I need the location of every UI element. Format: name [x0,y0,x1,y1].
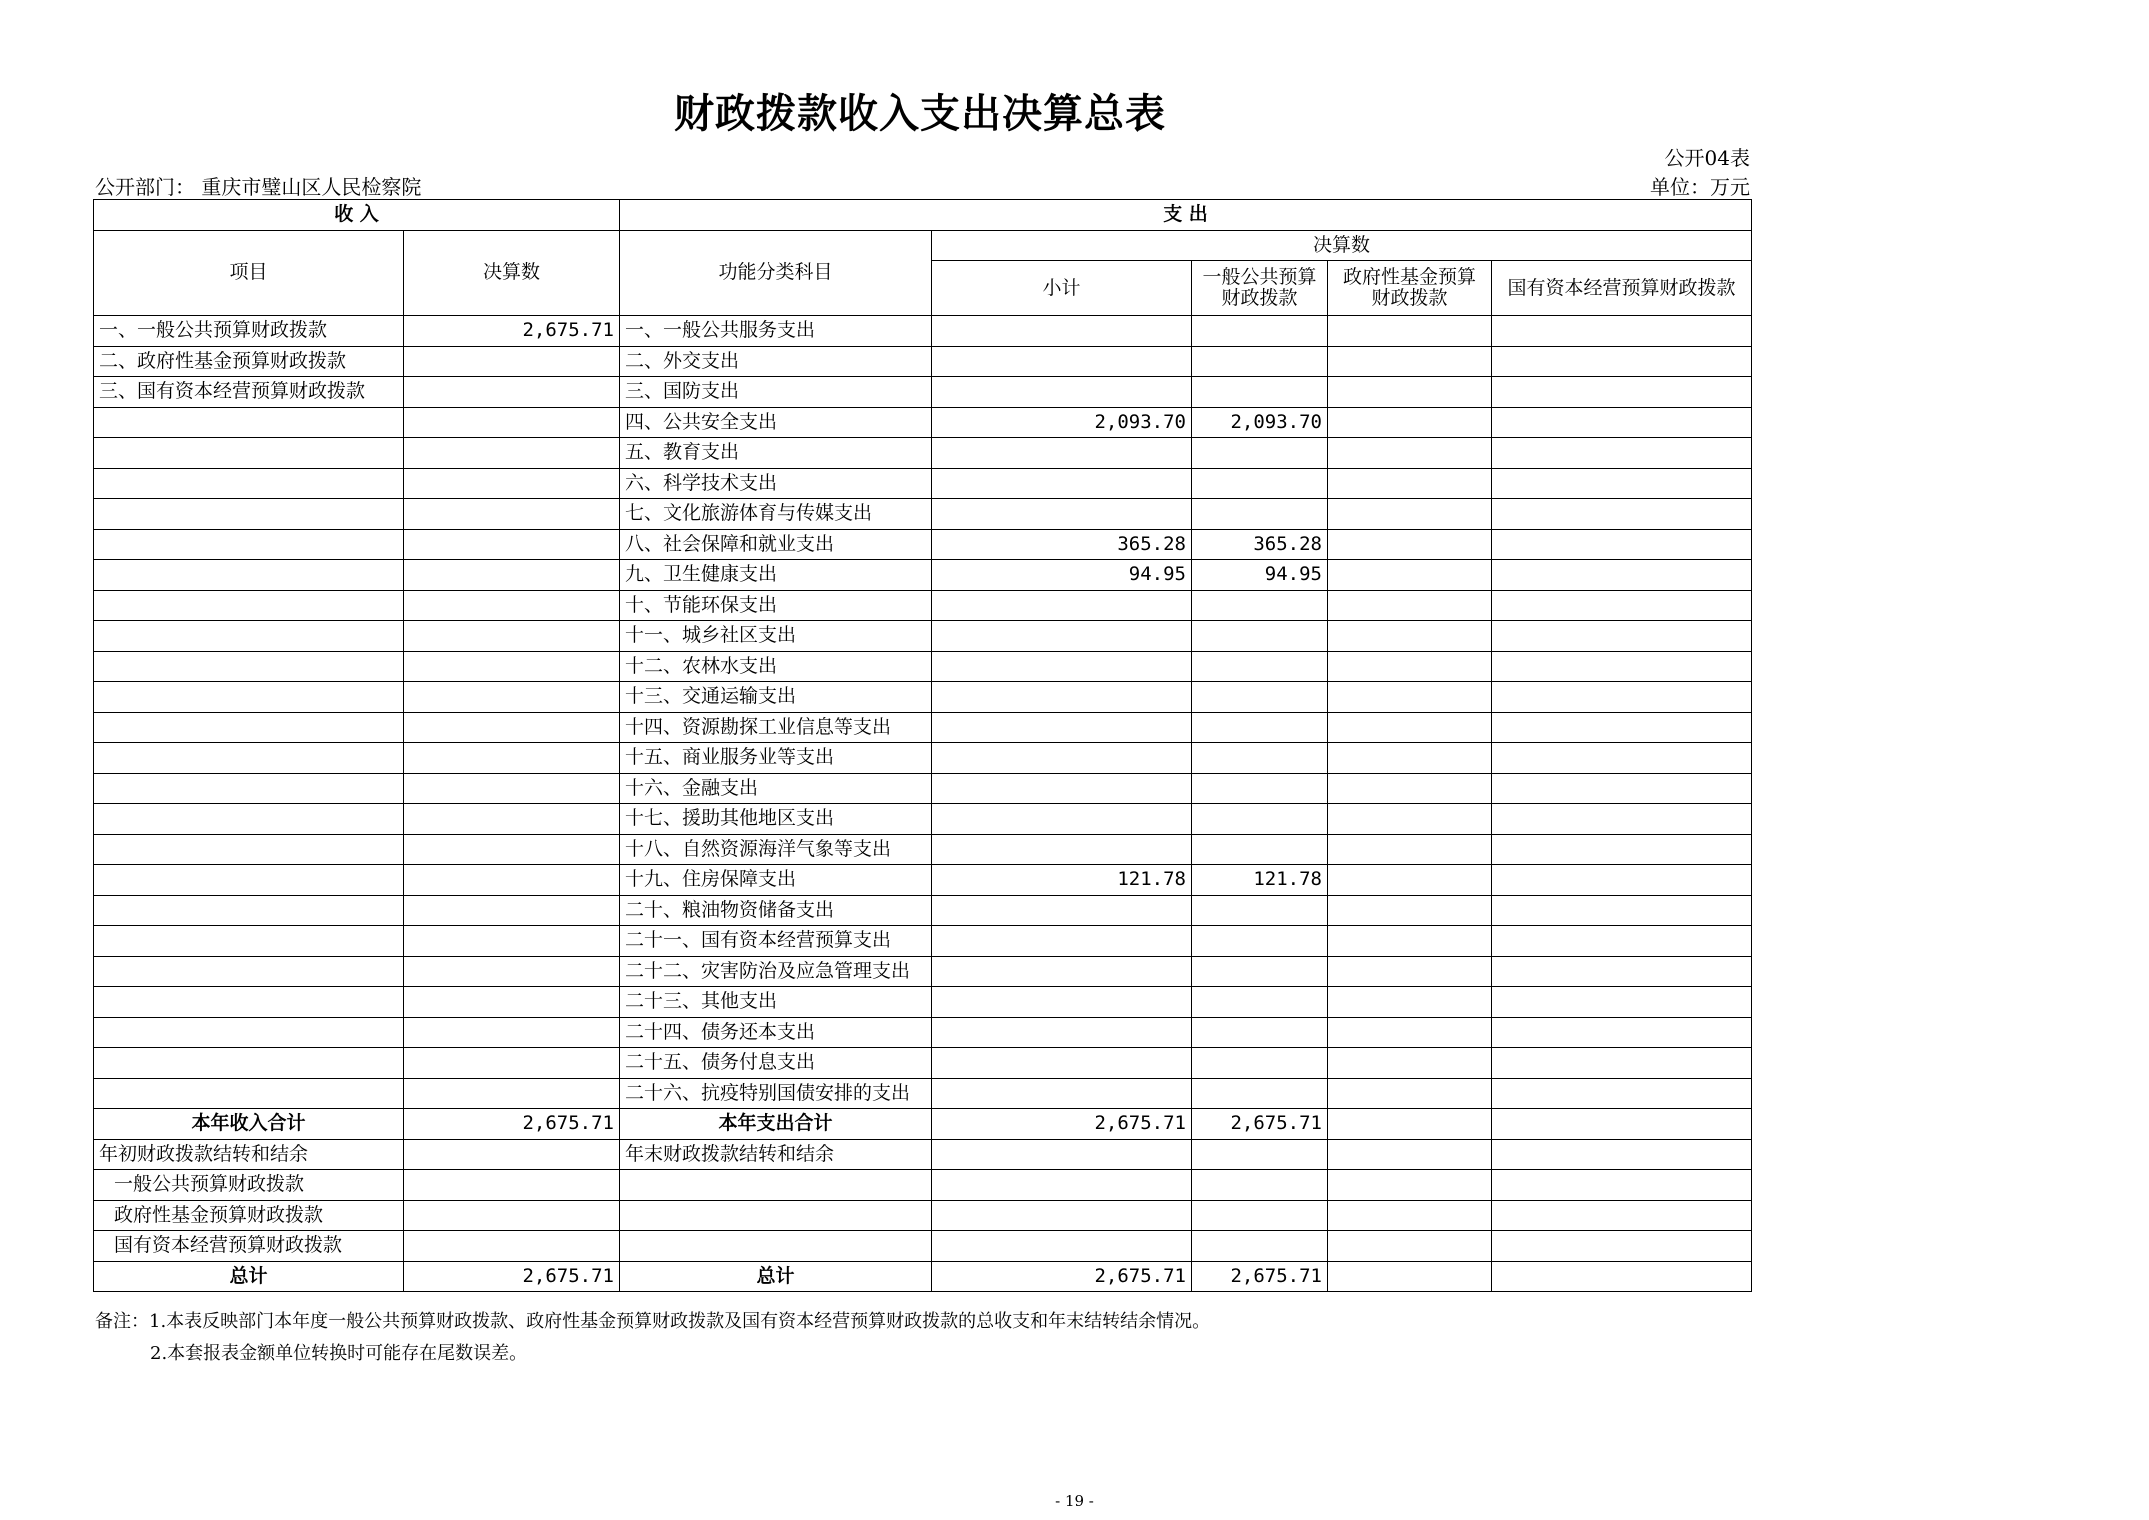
table-row [94,407,1752,438]
subtotal-cell [932,895,1192,926]
income-amount-cell [404,499,620,530]
income-item-cell [94,499,404,530]
state-owned-cell [1492,621,1752,652]
table-row [94,651,1752,682]
general-budget-cell [1192,895,1328,926]
state-owned-cell [1492,377,1752,408]
grand-income-total-label: 总计 [94,1261,404,1292]
subtotal-cell [932,743,1192,774]
table-row [94,926,1752,957]
state-owned-cell [1492,712,1752,743]
expense-item-cell: 九、卫生健康支出 [620,560,932,591]
general-budget-cell: 94.95 [1192,560,1328,591]
general-budget-cell: 121.78 [1192,865,1328,896]
subtotal-cell [932,834,1192,865]
expense-item-cell: 二十四、债务还本支出 [620,1017,932,1048]
carry-income-item: 政府性基金预算财政拨款 [94,1200,404,1231]
subtotal-cell [932,1017,1192,1048]
grand-expense-general: 2,675.71 [1192,1261,1328,1292]
state-owned-cell [1492,743,1752,774]
general-budget-cell [1192,834,1328,865]
carry-fund [1328,1231,1492,1262]
carry-state [1492,1200,1752,1231]
expense-item-cell: 二十六、抗疫特别国债安排的支出 [620,1078,932,1109]
income-header: 收 入 [94,200,620,231]
grand-expense-fund [1328,1261,1492,1292]
carry-expense-item: 年末财政拨款结转和结余 [620,1139,932,1170]
carry-general [1192,1170,1328,1201]
general-budget-cell [1192,987,1328,1018]
general-budget-header-line2: 财政拨款 [1221,287,1298,309]
subtotal-cell [932,926,1192,957]
general-budget-header [1192,261,1328,316]
carry-general [1192,1200,1328,1231]
income-item-cell [94,407,404,438]
subtotal-cell [932,499,1192,530]
year-income-total-label: 本年收入合计 [94,1109,404,1140]
carry-income-amount [404,1170,620,1201]
year-expense-state [1492,1109,1752,1140]
final-amount-header: 决算数 [932,230,1752,261]
income-item-cell [94,895,404,926]
state-owned-cell [1492,682,1752,713]
state-owned-cell [1492,346,1752,377]
carry-income-item: 年初财政拨款结转和结余 [94,1139,404,1170]
fund-budget-cell [1328,316,1492,347]
income-amount-cell [404,1017,620,1048]
fund-budget-cell [1328,346,1492,377]
subtotal-cell: 2,093.70 [932,407,1192,438]
income-item-cell [94,834,404,865]
income-amount-cell [404,1048,620,1079]
header-row-2 [94,230,1752,261]
expense-item-cell: 一、一般公共服务支出 [620,316,932,347]
income-amount-cell [404,987,620,1018]
state-owned-cell [1492,438,1752,469]
general-budget-cell [1192,773,1328,804]
expense-item-cell: 十四、资源勘探工业信息等支出 [620,712,932,743]
general-budget-cell [1192,804,1328,835]
note-1: 备注：1.本表反映部门本年度一般公共预算财政拨款、政府性基金预算财政拨款及国有资本经营预算财政拨款的总收支和年末结转结余情况。 [95,1311,1211,1332]
carry-subtotal [932,1200,1192,1231]
income-item-cell [94,804,404,835]
state-owned-cell [1492,529,1752,560]
income-item-cell [94,743,404,774]
state-owned-cell [1492,1048,1752,1079]
subtotal-cell [932,621,1192,652]
fund-budget-cell [1328,773,1492,804]
income-item-cell: 三、国有资本经营预算财政拨款 [94,377,404,408]
general-budget-cell [1192,590,1328,621]
expense-item-cell: 十七、援助其他地区支出 [620,804,932,835]
year-expense-total-label: 本年支出合计 [620,1109,932,1140]
year-expense-general: 2,675.71 [1192,1109,1328,1140]
general-budget-cell [1192,712,1328,743]
fund-budget-cell [1328,468,1492,499]
state-owned-cell [1492,773,1752,804]
year-expense-fund [1328,1109,1492,1140]
carry-expense-item [620,1200,932,1231]
expense-item-cell: 十、节能环保支出 [620,590,932,621]
general-budget-cell [1192,743,1328,774]
general-budget-cell [1192,316,1328,347]
subtotal-cell [932,773,1192,804]
fund-budget-cell [1328,865,1492,896]
income-amount-cell: 2,675.71 [404,316,620,347]
form-number: 公开04表 [1664,146,1750,170]
subtotal-cell [932,651,1192,682]
income-amount-cell [404,895,620,926]
subtotal-cell [932,377,1192,408]
state-owned-cell [1492,895,1752,926]
expense-item-cell: 四、公共安全支出 [620,407,932,438]
income-amount-cell [404,590,620,621]
carry-income-item: 一般公共预算财政拨款 [94,1170,404,1201]
expense-item-cell: 二十、粮油物资储备支出 [620,895,932,926]
expense-item-cell: 十五、商业服务业等支出 [620,743,932,774]
expense-item-cell: 二十二、灾害防治及应急管理支出 [620,956,932,987]
carry-row [94,1170,1752,1201]
page-number: - 19 - [1055,1492,1094,1510]
subtotal-cell [932,682,1192,713]
income-amount-cell [404,926,620,957]
carry-row [94,1231,1752,1262]
expense-item-cell: 十三、交通运输支出 [620,682,932,713]
table-row [94,1048,1752,1079]
fund-budget-header [1328,261,1492,316]
table-row [94,499,1752,530]
carry-state [1492,1139,1752,1170]
fund-budget-cell [1328,987,1492,1018]
subtotal-cell [932,1078,1192,1109]
income-amount-cell [404,346,620,377]
grand-total-row [94,1261,1752,1292]
income-amount-cell [404,682,620,713]
income-amount-cell [404,773,620,804]
expense-item-cell: 十六、金融支出 [620,773,932,804]
fund-budget-cell [1328,1048,1492,1079]
grand-expense-total-label: 总计 [620,1261,932,1292]
grand-income-total-amount: 2,675.71 [404,1261,620,1292]
subtotal-header: 小计 [932,261,1192,316]
carry-fund [1328,1139,1492,1170]
fund-budget-cell [1328,377,1492,408]
general-budget-cell [1192,1078,1328,1109]
carry-income-amount [404,1231,620,1262]
subtotal-cell [932,956,1192,987]
state-owned-cell [1492,651,1752,682]
table-row [94,346,1752,377]
subtotal-cell [932,590,1192,621]
year-expense-subtotal: 2,675.71 [932,1109,1192,1140]
state-owned-cell [1492,499,1752,530]
subtotal-cell [932,438,1192,469]
amount-header: 决算数 [404,230,620,316]
fund-budget-cell [1328,1017,1492,1048]
state-owned-cell [1492,590,1752,621]
expense-item-cell: 三、国防支出 [620,377,932,408]
fund-budget-cell [1328,438,1492,469]
table-row [94,956,1752,987]
state-owned-cell [1492,804,1752,835]
general-budget-cell [1192,468,1328,499]
table-row [94,834,1752,865]
carry-fund [1328,1170,1492,1201]
state-owned-cell [1492,468,1752,499]
table-row [94,316,1752,347]
income-item-cell [94,1048,404,1079]
income-item-cell [94,682,404,713]
income-amount-cell [404,834,620,865]
subtotal-cell: 94.95 [932,560,1192,591]
table-row [94,773,1752,804]
carry-income-item: 国有资本经营预算财政拨款 [94,1231,404,1262]
fund-budget-cell [1328,926,1492,957]
general-budget-cell [1192,438,1328,469]
table-row [94,621,1752,652]
subtotal-cell [932,987,1192,1018]
table-row [94,438,1752,469]
expense-item-cell: 十一、城乡社区支出 [620,621,932,652]
general-budget-cell [1192,1048,1328,1079]
general-budget-cell [1192,926,1328,957]
func-class-header: 功能分类科目 [620,230,932,316]
general-budget-cell: 365.28 [1192,529,1328,560]
subtotal-cell: 365.28 [932,529,1192,560]
expense-item-cell: 七、文化旅游体育与传媒支出 [620,499,932,530]
general-budget-cell [1192,499,1328,530]
income-item-cell [94,926,404,957]
carry-subtotal [932,1231,1192,1262]
subtotal-cell [932,804,1192,835]
income-amount-cell [404,956,620,987]
carry-subtotal [932,1139,1192,1170]
state-owned-cell [1492,956,1752,987]
income-amount-cell [404,712,620,743]
table-row [94,804,1752,835]
table-row [94,987,1752,1018]
expense-item-cell: 二、外交支出 [620,346,932,377]
income-amount-cell [404,468,620,499]
state-owned-cell [1492,987,1752,1018]
income-item-cell [94,1017,404,1048]
expense-header: 支 出 [620,200,1752,231]
state-owned-header: 国有资本经营预算财政拨款 [1492,261,1752,316]
note-2: 2.本套报表金额单位转换时可能存在尾数误差。 [150,1343,528,1364]
carry-state [1492,1231,1752,1262]
table-row [94,895,1752,926]
state-owned-cell [1492,926,1752,957]
subtotal-cell [932,468,1192,499]
fund-budget-header-line2: 财政拨款 [1371,287,1448,309]
subtotal-cell [932,1048,1192,1079]
carry-row [94,1139,1752,1170]
fund-budget-cell [1328,651,1492,682]
unit-label: 单位：万元 [1650,175,1750,199]
table-row [94,1078,1752,1109]
expense-item-cell: 二十三、其他支出 [620,987,932,1018]
income-item-cell: 二、政府性基金预算财政拨款 [94,346,404,377]
fund-budget-cell [1328,1078,1492,1109]
state-owned-cell [1492,560,1752,591]
general-budget-cell [1192,621,1328,652]
income-amount-cell [404,651,620,682]
income-amount-cell [404,438,620,469]
general-budget-cell: 2,093.70 [1192,407,1328,438]
income-item-cell [94,468,404,499]
fund-budget-cell [1328,407,1492,438]
income-amount-cell [404,529,620,560]
budget-table [93,199,1752,1292]
carry-expense-item [620,1231,932,1262]
income-amount-cell [404,560,620,591]
income-amount-cell [404,621,620,652]
subtotal-cell [932,346,1192,377]
state-owned-cell [1492,1078,1752,1109]
state-owned-cell [1492,407,1752,438]
table-row [94,682,1752,713]
table-row [94,590,1752,621]
table-row [94,529,1752,560]
income-item-cell [94,773,404,804]
income-item-cell [94,590,404,621]
income-amount-cell [404,1078,620,1109]
general-budget-cell [1192,651,1328,682]
carry-general [1192,1139,1328,1170]
carry-fund [1328,1200,1492,1231]
table-row [94,743,1752,774]
state-owned-cell [1492,316,1752,347]
fund-budget-cell [1328,621,1492,652]
fund-budget-cell [1328,560,1492,591]
table-row [94,377,1752,408]
fund-budget-cell [1328,499,1492,530]
table-row [94,865,1752,896]
expense-item-cell: 十二、农林水支出 [620,651,932,682]
year-total-row [94,1109,1752,1140]
income-item-cell [94,651,404,682]
income-item-cell [94,956,404,987]
income-item-cell [94,438,404,469]
page-title: 财政拨款收入支出决算总表 [674,90,1166,137]
carry-row [94,1200,1752,1231]
general-budget-cell [1192,682,1328,713]
state-owned-cell [1492,834,1752,865]
general-budget-cell [1192,1017,1328,1048]
fund-budget-cell [1328,834,1492,865]
year-income-total-amount: 2,675.71 [404,1109,620,1140]
income-item-cell [94,1078,404,1109]
expense-item-cell: 二十一、国有资本经营预算支出 [620,926,932,957]
income-amount-cell [404,865,620,896]
carry-subtotal [932,1170,1192,1201]
table-row [94,468,1752,499]
income-item-cell [94,560,404,591]
state-owned-cell [1492,865,1752,896]
expense-item-cell: 二十五、债务付息支出 [620,1048,932,1079]
income-amount-cell [404,743,620,774]
income-item-cell [94,712,404,743]
income-amount-cell [404,804,620,835]
expense-item-cell: 六、科学技术支出 [620,468,932,499]
income-item-cell [94,529,404,560]
income-item-cell [94,865,404,896]
general-budget-cell [1192,377,1328,408]
fund-budget-header-line1: 政府性基金预算 [1342,266,1476,289]
fund-budget-cell [1328,529,1492,560]
general-budget-cell [1192,956,1328,987]
table-row [94,712,1752,743]
general-budget-header-line1: 一般公共预算 [1202,266,1317,289]
income-amount-cell [404,377,620,408]
fund-budget-cell [1328,712,1492,743]
expense-item-cell: 五、教育支出 [620,438,932,469]
carry-income-amount [404,1139,620,1170]
item-header: 项目 [94,230,404,316]
income-item-cell [94,621,404,652]
fund-budget-cell [1328,895,1492,926]
header-row-1 [94,200,1752,231]
fund-budget-cell [1328,804,1492,835]
carry-income-amount [404,1200,620,1231]
department-label: 公开部门： 重庆市璧山区人民检察院 [95,175,422,199]
table-row [94,1017,1752,1048]
subtotal-cell: 121.78 [932,865,1192,896]
expense-item-cell: 十八、自然资源海洋气象等支出 [620,834,932,865]
subtotal-cell [932,712,1192,743]
state-owned-cell [1492,1017,1752,1048]
general-budget-cell [1192,346,1328,377]
expense-item-cell: 十九、住房保障支出 [620,865,932,896]
expense-item-cell: 八、社会保障和就业支出 [620,529,932,560]
fund-budget-cell [1328,956,1492,987]
subtotal-cell [932,316,1192,347]
carry-general [1192,1231,1328,1262]
table-row [94,560,1752,591]
carry-state [1492,1170,1752,1201]
grand-expense-subtotal: 2,675.71 [932,1261,1192,1292]
fund-budget-cell [1328,743,1492,774]
fund-budget-cell [1328,590,1492,621]
income-item-cell: 一、一般公共预算财政拨款 [94,316,404,347]
income-item-cell [94,987,404,1018]
grand-expense-state [1492,1261,1752,1292]
income-amount-cell [404,407,620,438]
carry-expense-item [620,1170,932,1201]
fund-budget-cell [1328,682,1492,713]
